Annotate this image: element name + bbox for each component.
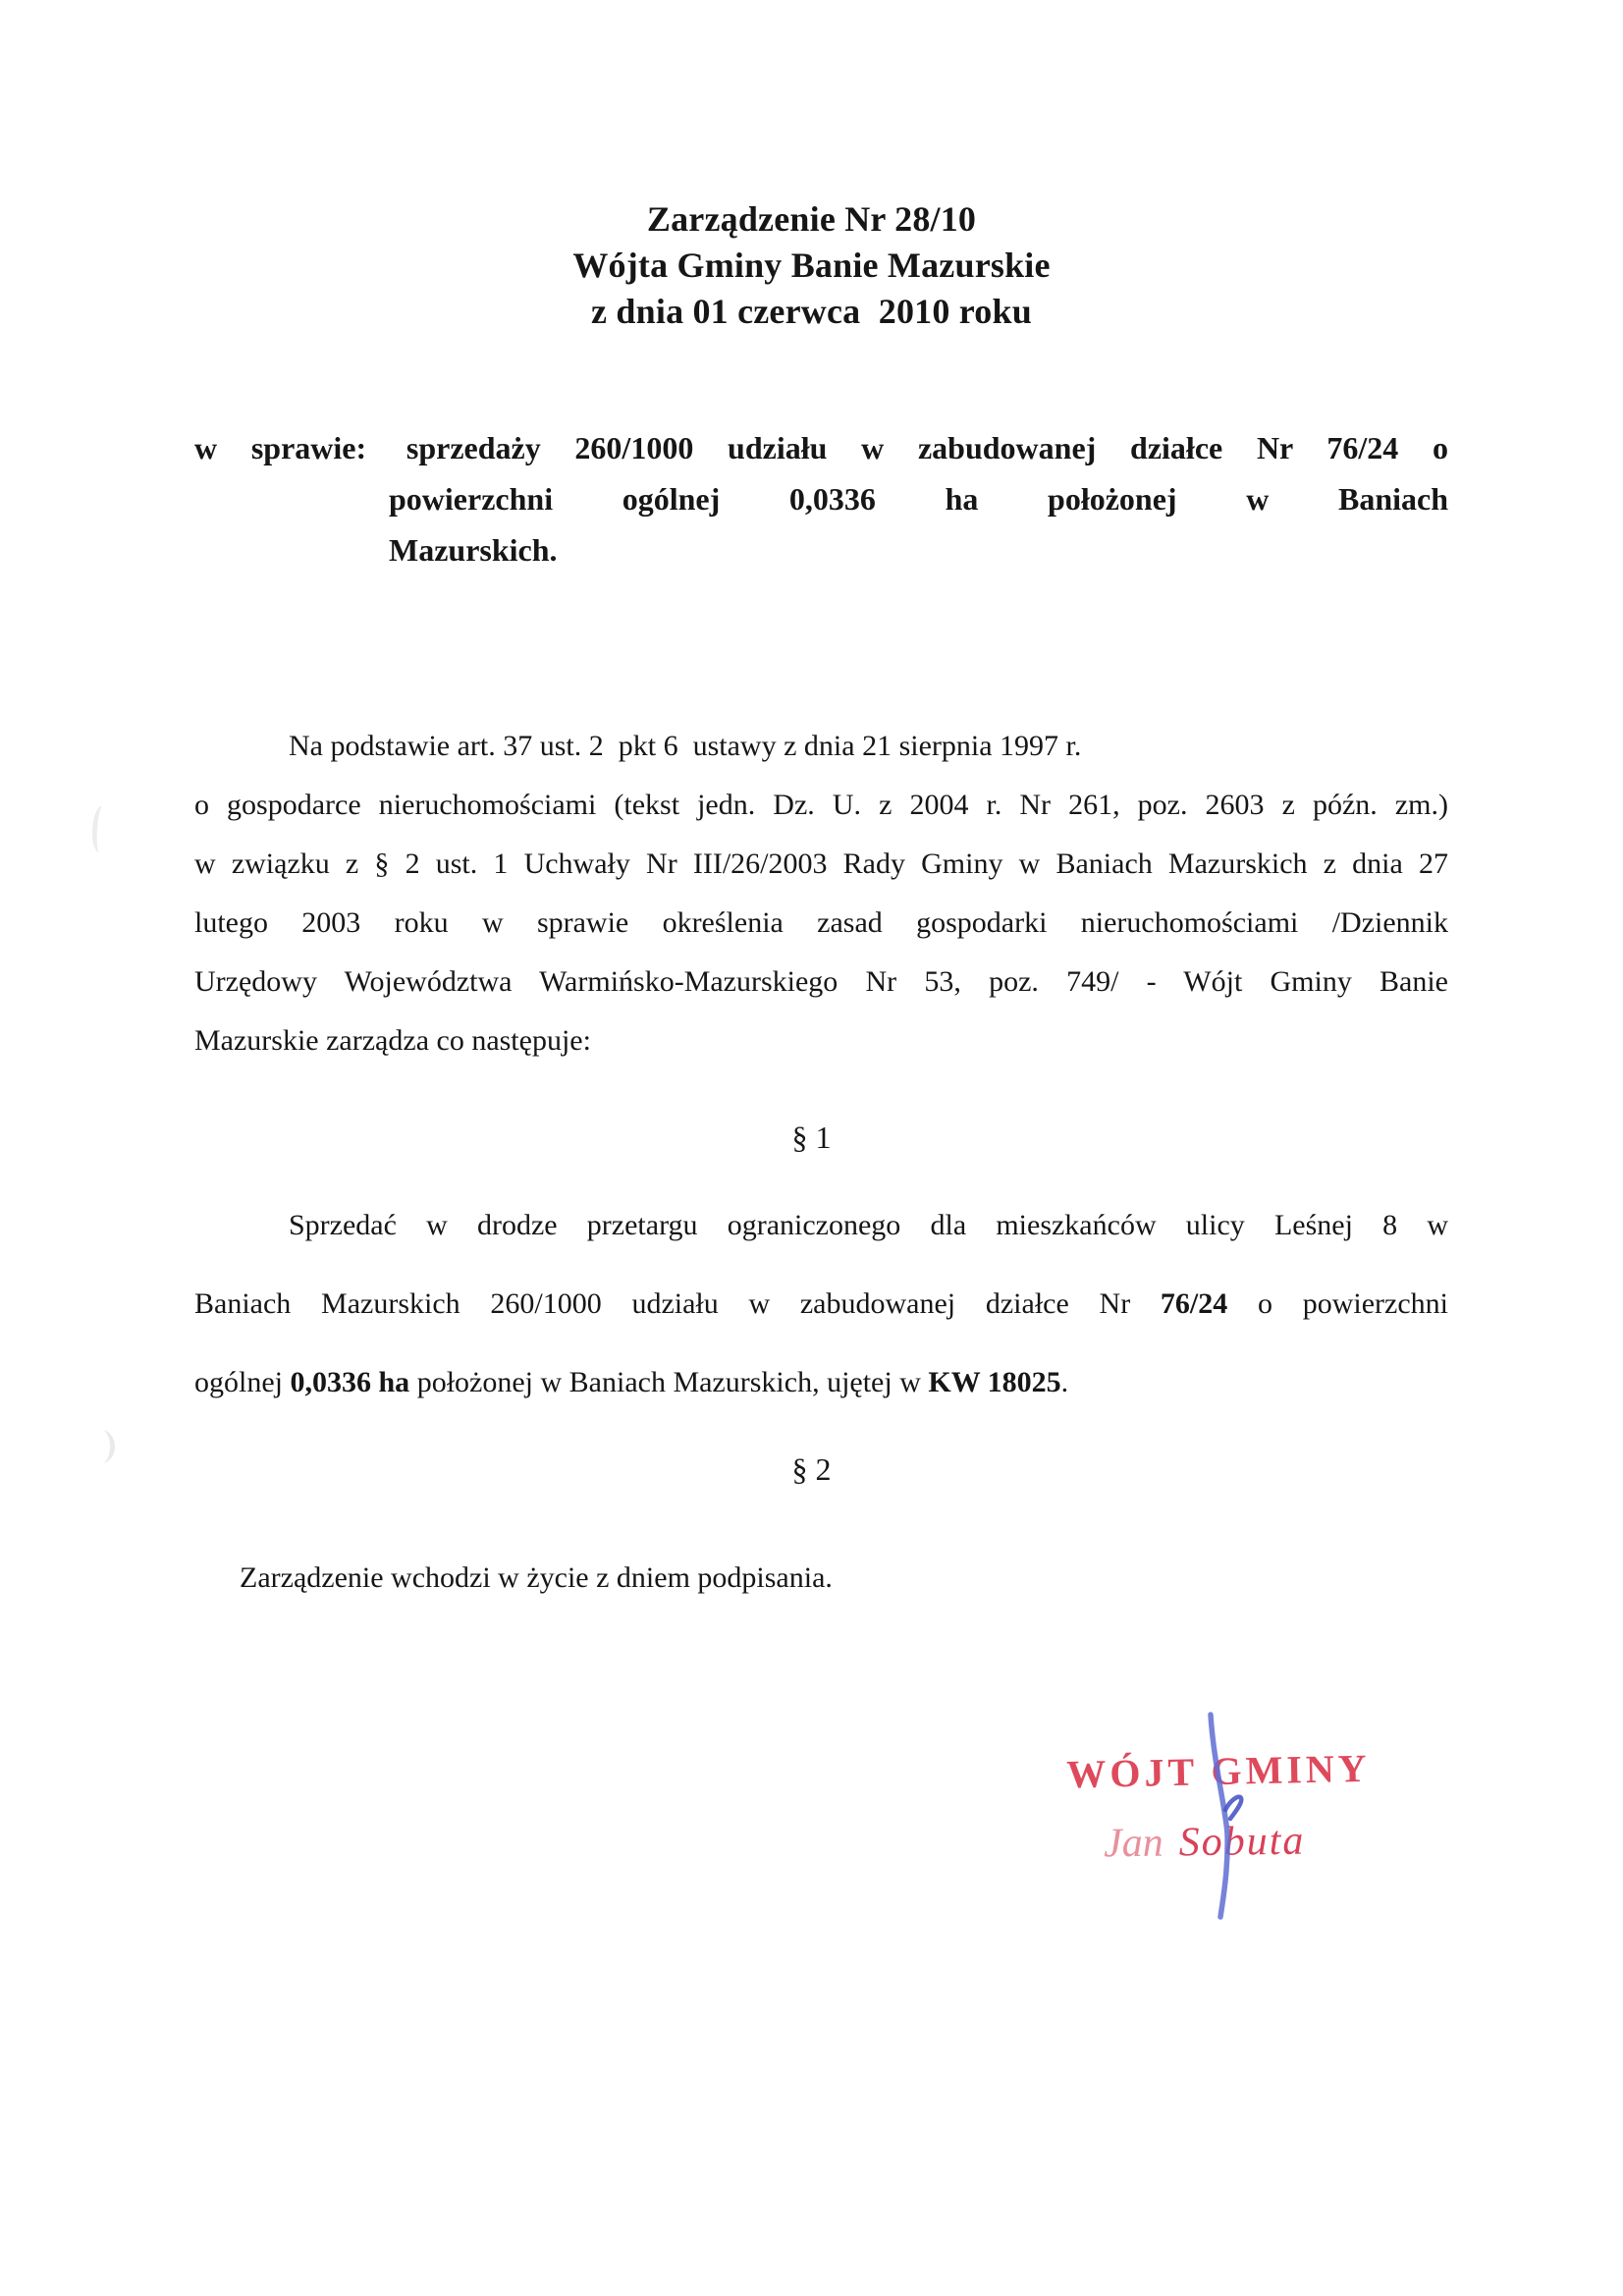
closing-line: Zarządzenie wchodzi w życie z dniem podpisania. [240,1561,833,1594]
section-1-text: o powierzchni [1258,1287,1449,1320]
section-1-text: Baniach Mazurskich 260/1000 udziału w zabudowanej działce Nr [194,1287,1131,1320]
scan-artifact-top [90,805,108,853]
stamp-first-name: Jan [1103,1820,1163,1867]
legal-basis-line-5: Urzędowy Województwa Warmińsko-Mazurskiego Nr 53, poz. 749/ - Wójt Gminy Banie [194,965,1448,998]
legal-basis-line-2: o gospodarce nieruchomościami (tekst jedn. Dz. U. z 2004 r. Nr 261, poz. 2603 z późn. zm.) [194,789,1448,821]
section-1-heading: § 1 [791,1120,832,1155]
section-1-line-3 [194,1343,1448,1422]
ordinance-number: Zarządzenie Nr 28/10 [646,199,977,239]
mayor-stamp-title: WÓJT GMINY [1065,1745,1372,1797]
ordinance-date: z dnia 01 czerwca 2010 roku [591,292,1032,331]
signature-hook-stroke [1225,1797,1241,1819]
section-1-line-2 [194,1265,1448,1343]
legal-basis-line-6: Mazurskie zarządza co następuje: [194,1024,591,1057]
subject-line-2: powierzchni ogólnej 0,0336 ha położonej w Baniach [389,481,1448,517]
subject-line-3: Mazurskich. [389,532,558,568]
handwritten-signature-ink [1178,1709,1276,1925]
document-header [0,196,1623,335]
plot-number-bold: 76/24 [1160,1287,1228,1320]
subject-text: sprzedaży 260/1000 udziału w zabudowanej działce Nr 76/24 o [406,430,1449,465]
section-1-text: położonej w Baniach Mazurskich, ujętej w [416,1366,921,1398]
legal-basis-line-3: w związku z § 2 ust. 1 Uchwały Nr III/26/2003 Rady Gminy w Baniach Mazurskich z dnia 27 [194,847,1448,880]
issuing-authority: Wójta Gminy Banie Mazurskie [572,246,1051,285]
subject-block [194,422,1449,575]
area-value-bold: 0,0336 ha [290,1366,410,1398]
section-1-line-1: Sprzedać w drodze przetargu ograniczonego dla mieszkańców ulicy Leśnej 8 w [289,1209,1448,1241]
legal-basis-line-1: Na podstawie art. 37 ust. 2 pkt 6 ustawy z dnia 21 sierpnia 1997 r. [289,730,1082,762]
section-1-text: . [1060,1366,1069,1398]
section-1-text: ogólnej [194,1366,283,1398]
signature-main-stroke [1211,1715,1227,1917]
subject-label: w sprawie: [194,430,367,465]
legal-basis-paragraph [194,717,1448,1070]
subject-line-1 [194,422,1448,473]
section-1-paragraph [194,1186,1448,1422]
section-2-heading: § 2 [791,1451,832,1487]
legal-basis-line-4: lutego 2003 roku w sprawie określenia zasad gospodarki nieruchomościami /Dziennik [194,906,1448,939]
stamp-last-name: Sobuta [1178,1818,1306,1866]
land-register-bold: KW 18025 [928,1366,1061,1398]
